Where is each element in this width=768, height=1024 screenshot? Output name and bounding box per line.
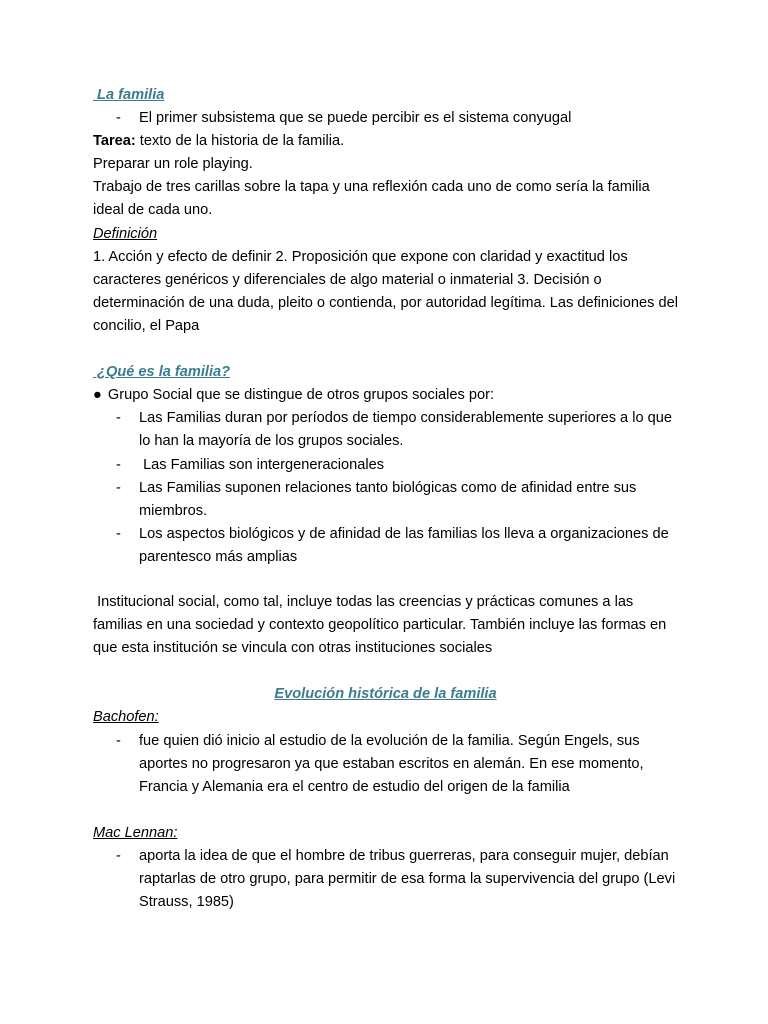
list-item: - aporta la idea de que el hombre de tribus guerreras, para conseguir mujer, debían raptarlas de otro grupo, para permitir de esa forma la supervivencia del grupo (Levi Strauss, 1985)	[93, 845, 678, 914]
maclennan-heading: Mac Lennan:	[93, 824, 178, 841]
role-playing-line: Preparar un role playing.	[93, 156, 253, 173]
definicion-heading: Definición	[93, 225, 158, 242]
section-title-que-es-la-familia: ¿Qué es la familia?	[93, 364, 231, 381]
list-item: - fue quien dió inicio al estudio de la evolución de la familia. Según Engels, sus aportes no progresaron ya que estaban escritos en alemán. En ese momento, Francia y Alemania era el centro de estudio del origen de la familia	[93, 730, 678, 799]
section-title-evolucion: Evolución histórica de la familia	[274, 686, 497, 703]
institucional-paragraph: Institucional social, como tal, incluye todas las creencias y prácticas comunes a las familias en una sociedad y contexto geopolítico particular. También incluye las formas en que esta institución se vincula con otras instituciones sociales	[93, 593, 671, 657]
grupo-social-line	[93, 384, 678, 407]
bachofen-heading: Bachofen:	[93, 709, 159, 726]
list-item: - Las Familias son intergeneracionales	[93, 454, 678, 477]
tarea-line	[93, 130, 678, 153]
bachofen-list	[93, 730, 678, 799]
list-item: - Las Familias duran por períodos de tiempo considerablemente superiores a lo que lo han la mayoría de los grupos sociales.	[93, 407, 678, 453]
section-title-la-familia: La familia	[93, 87, 165, 103]
tarea-label: Tarea:	[93, 133, 136, 150]
list-item: - Las Familias suponen relaciones tanto biológicas como de afinidad entre sus miembros.	[93, 477, 678, 523]
trabajo-line: Trabajo de tres carillas sobre la tapa y una reflexión cada uno de como sería la familia ideal de cada uno.	[93, 179, 650, 219]
document-body	[93, 84, 678, 914]
maclennan-list	[93, 845, 678, 914]
list-item: - Los aspectos biológicos y de afinidad de las familias los lleva a organizaciones de parentesco más amplias	[93, 523, 678, 569]
grupo-social-text: Grupo Social que se distingue de otros grupos sociales por:	[103, 387, 495, 404]
subsystem-list	[93, 107, 678, 130]
list-item: - El primer subsistema que se puede percibir es el sistema conyugal	[93, 107, 678, 130]
tarea-text: texto de la historia de la familia.	[135, 133, 345, 150]
definicion-text: 1. Acción y efecto de definir 2. Proposición que expone con claridad y exactitud los caracteres genéricos y diferenciales de algo material o inmaterial 3. Decisión o determinación de una duda, pleito o contienda, por autoridad legítima. Las definiciones del concilio, el Papa	[93, 248, 678, 334]
grupo-social-list	[93, 407, 678, 569]
bullet-icon: ●	[93, 387, 102, 404]
